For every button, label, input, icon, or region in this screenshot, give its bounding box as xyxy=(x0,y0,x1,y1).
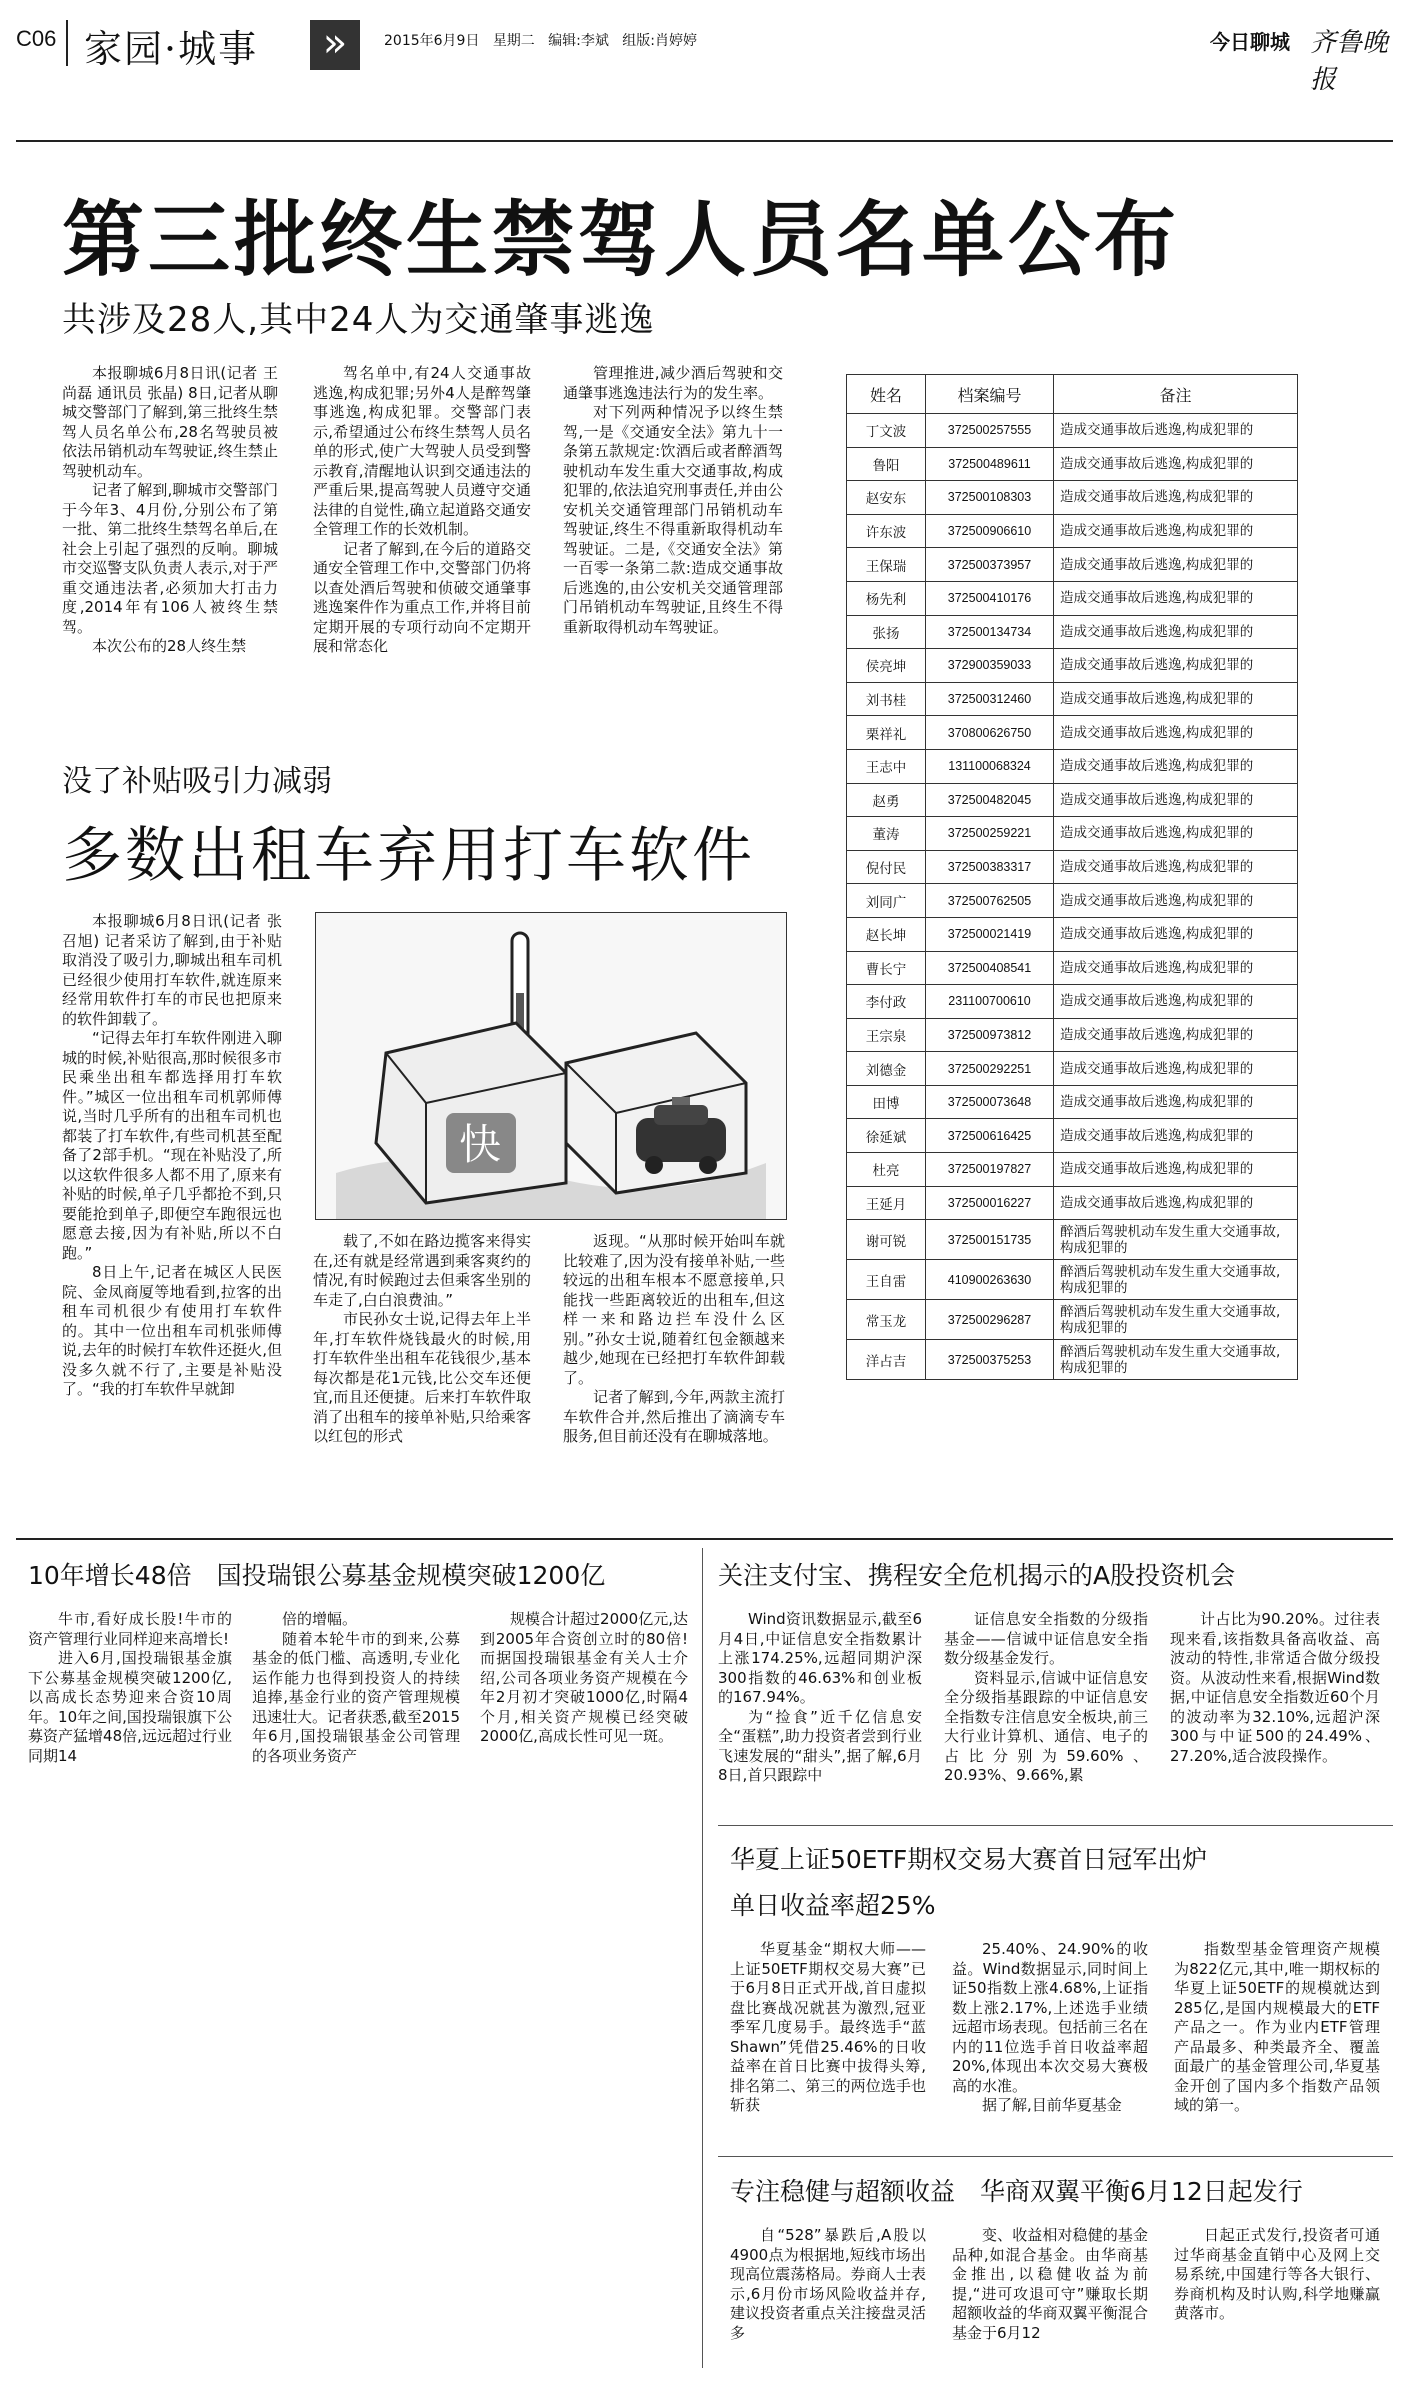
remark-cell: 造成交通事故后逃逸,构成犯罪的 xyxy=(1054,817,1298,851)
banned-drivers-table xyxy=(846,374,1298,1380)
editor: 编辑:李斌 xyxy=(548,33,609,49)
story6-headline: 专注稳健与超额收益 华商双翼平衡6月12日起发行 xyxy=(730,2177,1303,2206)
remark-cell: 造成交通事故后逃逸,构成犯罪的 xyxy=(1054,581,1298,615)
story5-column-2 xyxy=(952,1940,1148,2116)
story3-headline: 10年增长48倍 国投瑞银公募基金规模突破1200亿 xyxy=(28,1561,606,1590)
remark-cell: 造成交通事故后逃逸,构成犯罪的 xyxy=(1054,917,1298,951)
story2-kicker: 没了补贴吸引力减弱 xyxy=(62,764,332,799)
story6-column-2 xyxy=(952,2226,1148,2343)
paragraph: 本次公布的28人终生禁 xyxy=(92,637,247,655)
file-number-cell: 372500906610 xyxy=(926,514,1054,548)
paragraph: 据了解,目前华夏基金 xyxy=(982,2096,1122,2114)
paragraph: 25.40%、24.90%的收益。Wind数据显示,同时间上证50指数上涨4.68%,上证指数上涨2.17%,上述选手业绩远超市场表现。包括前三名在内的11位选手首日收益率超20%,体现出本次交易大赛极高的水准。 xyxy=(952,1940,1148,2095)
remark-cell: 造成交通事故后逃逸,构成犯罪的 xyxy=(1054,481,1298,515)
table-row xyxy=(847,481,1298,515)
table-row xyxy=(847,1153,1298,1187)
story1-column-2 xyxy=(313,364,531,657)
driver-name-cell: 谢可锐 xyxy=(847,1220,926,1260)
story5-headline-line2: 单日收益率超25% xyxy=(730,1891,936,1920)
remark-cell: 醉酒后驾驶机动车发生重大交通事故,构成犯罪的 xyxy=(1054,1220,1298,1260)
driver-name-cell: 董涛 xyxy=(847,817,926,851)
file-number-cell: 372500489611 xyxy=(926,447,1054,481)
column-header: 姓名 xyxy=(847,375,926,414)
issue-date: 2015年6月9日 xyxy=(384,33,480,49)
file-number-cell: 231100700610 xyxy=(926,985,1054,1019)
paragraph: 管理推进,减少酒后驾驶和交通肇事逃逸违法行为的发生率。 xyxy=(563,364,783,402)
file-number-cell: 372500296287 xyxy=(926,1300,1054,1340)
section-rule-right-2 xyxy=(718,2156,1393,2157)
driver-name-cell: 赵勇 xyxy=(847,783,926,817)
table-row xyxy=(847,514,1298,548)
paragraph: 记者了解到,聊城市交警部门于今年3、4月份,分别公布了第一批、第二批终生禁驾名单后,在社会上引起了强烈的反响。聊城市交巡警支队负责人表示,对于严重交通违法者,必须加大打击力度,2014年有106人被终生禁驾。 xyxy=(62,481,278,636)
paragraph: 华夏基金“期权大师——上证50ETF期权交易大赛”已于6月8日正式开战,首日虚拟盘比赛战况就甚为激烈,冠亚季军几度易手。最终选手“蓝Shawn”凭借25.46%的日收益率在首日比赛中拔得头筹,排名第二、第三的两位选手也斩获 xyxy=(730,1940,926,2114)
table-row xyxy=(847,615,1298,649)
paragraph: 自“528”暴跌后,A股以4900点为根据地,短线市场出现高位震荡格局。券商人士表示,6月份市场风险收益并存,建议投资者重点关注接盘灵活多 xyxy=(730,2226,926,2342)
paragraph: 随着本轮牛市的到来,公募基金的低门槛、高透明,专业化运作能力也得到投资人的持续追捧,基金行业的资产管理规模迅速壮大。记者获悉,截至2015年6月,国投瑞银基金公司管理的各项业务资产 xyxy=(252,1629,460,1765)
paragraph: 记者了解到,今年,两款主流打车软件合并,然后推出了滴滴专车服务,但目前还没有在聊城落地。 xyxy=(563,1388,785,1445)
paragraph: Wind资讯数据显示,截至6月4日,中证信息安全指数累计上涨174.25%,远超同期沪深300指数的46.63%和创业板的167.94%。 xyxy=(718,1610,922,1706)
table-row xyxy=(847,985,1298,1019)
remark-cell: 造成交通事故后逃逸,构成犯罪的 xyxy=(1054,1153,1298,1187)
headline-banned-drivers: 第三批终生禁驾人员名单公布 xyxy=(62,193,1181,288)
melting-ice-cube-taxi-illustration xyxy=(316,913,786,1219)
paragraph: 计占比为90.20%。过往表现来看,该指数具备高收益、高波动的特性,非常适合做分级投资。从波动性来看,根据Wind数据,中证信息安全指数近60个月的波动率为32.10%,远超沪深300与中证500的24.49%、27.20%,适合波段操作。 xyxy=(1170,1610,1380,1765)
remark-cell: 造成交通事故后逃逸,构成犯罪的 xyxy=(1054,649,1298,683)
paragraph: 指数型基金管理资产规模为822亿元,其中,唯一期权标的华夏上证50ETF的规模就达到285亿,是国内规模最大的ETF产品之一。作为业内ETF管理产品最多、种类最齐全、覆盖面最广的基金管理公司,华夏基金开创了国内多个指数产品领域的第一。 xyxy=(1174,1940,1380,2114)
paragraph: 规模合计超过2000亿元,达到2005年合资创立时的80倍!而据国投瑞银基金有关人士介绍,公司各项业务资产规模在今年2月初才突破1000亿,时隔4个月,相关资产规模已经突破2000亿,高成长性可见一斑。 xyxy=(480,1610,688,1745)
story3-column-3 xyxy=(480,1610,688,1747)
masthead-rule xyxy=(16,140,1393,142)
file-number-cell: 372500410176 xyxy=(926,581,1054,615)
table-header-row xyxy=(847,375,1298,414)
remark-cell: 造成交通事故后逃逸,构成犯罪的 xyxy=(1054,985,1298,1019)
file-number-cell: 372500408541 xyxy=(926,951,1054,985)
paragraph: 对下列两种情况予以终生禁驾,一是《交通安全法》第九十一条第五款规定:饮酒后或者醉酒驾驶机动车发生重大交通事故,构成犯罪的,依法追究刑事责任,并由公安机关交通管理部门吊销机动车驾驶证,终生不得重新取得机动车驾驶证。二是,《交通安全法》第一百零一条第二款:造成交通事故后逃逸的,由公安机关交通管理部门吊销机动车驾驶证,且终生不得重新取得机动车驾驶证。 xyxy=(563,403,783,636)
paragraph: 倍的增幅。 xyxy=(282,1610,358,1628)
table-row xyxy=(847,414,1298,448)
file-number-cell: 372500973812 xyxy=(926,1018,1054,1052)
remark-cell: 造成交通事故后逃逸,构成犯罪的 xyxy=(1054,548,1298,582)
driver-name-cell: 李付政 xyxy=(847,985,926,1019)
table-row xyxy=(847,1052,1298,1086)
paragraph: 驾名单中,有24人交通事故逃逸,构成犯罪;另外4人是醉驾肇事逃逸,构成犯罪。交警部门表示,希望通过公布终生禁驾人员名单的形式,使广大驾驶人员受到警示教育,清醒地认识到交通违法的严重后果,提高驾驶人员遵守交通法律的自觉性,确立起道路交通安全管理工作的长效机制。 xyxy=(313,364,531,538)
file-number-cell: 370800626750 xyxy=(926,716,1054,750)
table-row xyxy=(847,682,1298,716)
remark-cell: 造成交通事故后逃逸,构成犯罪的 xyxy=(1054,1119,1298,1153)
section-chevrons xyxy=(310,20,360,70)
driver-name-cell: 王保瑞 xyxy=(847,548,926,582)
story2-column-3 xyxy=(563,1232,785,1447)
file-number-cell: 372500257555 xyxy=(926,414,1054,448)
story1-column-3 xyxy=(563,364,783,637)
driver-name-cell: 徐延斌 xyxy=(847,1119,926,1153)
file-number-cell: 372500312460 xyxy=(926,682,1054,716)
story4-column-1 xyxy=(718,1610,922,1786)
divider xyxy=(66,20,68,66)
section-rule-right xyxy=(718,1825,1393,1826)
table-row xyxy=(847,548,1298,582)
remark-cell: 造成交通事故后逃逸,构成犯罪的 xyxy=(1054,414,1298,448)
driver-name-cell: 杜亮 xyxy=(847,1153,926,1187)
driver-name-cell: 丁文波 xyxy=(847,414,926,448)
taxi-app-illustration xyxy=(315,912,787,1220)
paragraph: 8日上午,记者在城区人民医院、金凤商厦等地看到,拉客的出租车司机很少有使用打车软件的。其中一位出租车司机张师傅说,去年的时候打车软件还挺火,但没多久就不行了,主要是补贴没了。“我的打车软件早就卸 xyxy=(62,1263,282,1398)
app-badge-text: 快 xyxy=(459,1120,502,1169)
table-row xyxy=(847,1119,1298,1153)
file-number-cell: 372500762505 xyxy=(926,884,1054,918)
paragraph: 返现。“从那时候开始叫车就比较难了,因为没有接单补贴,一些较远的出租车根本不愿意接单,只能找一些距离较近的出租车,但这样一来和路边拦车没什么区别。”孙女士说,随着红包金额越来越少,她现在已经把打车软件卸载了。 xyxy=(563,1232,785,1387)
driver-name-cell: 赵安东 xyxy=(847,481,926,515)
story4-column-2 xyxy=(944,1610,1148,1786)
remark-cell: 造成交通事故后逃逸,构成犯罪的 xyxy=(1054,716,1298,750)
column-header: 档案编号 xyxy=(926,375,1054,414)
remark-cell: 造成交通事故后逃逸,构成犯罪的 xyxy=(1054,615,1298,649)
driver-name-cell: 鲁阳 xyxy=(847,447,926,481)
driver-name-cell: 洋占吉 xyxy=(847,1340,926,1380)
table-row xyxy=(847,1300,1298,1340)
remark-cell: 醉酒后驾驶机动车发生重大交通事故,构成犯罪的 xyxy=(1054,1340,1298,1380)
table-row xyxy=(847,1018,1298,1052)
paragraph: 进入6月,国投瑞银基金旗下公募基金规模突破1200亿,以高成长态势迎来合资10周年。10年之间,国投瑞银旗下公募资产猛增48倍,远远超过行业同期14 xyxy=(28,1649,232,1765)
file-number-cell: 372500021419 xyxy=(926,917,1054,951)
driver-name-cell: 许东波 xyxy=(847,514,926,548)
driver-name-cell: 张扬 xyxy=(847,615,926,649)
chevron-right-icon: » xyxy=(322,20,348,66)
paragraph: 变、收益相对稳健的基金品种,如混合基金。由华商基金推出,以稳健收益为前提,“进可攻退可守”赚取长期超额收益的华商双翼平衡混合基金于6月12 xyxy=(952,2226,1148,2342)
paragraph: 记者了解到,在今后的道路交通安全管理工作中,交警部门仍将以查处酒后驾驶和侦破交通肇事逃逸案件作为重点工作,并将目前定期开展的专项行动向不定期开展和常态化 xyxy=(313,539,531,655)
driver-name-cell: 常玉龙 xyxy=(847,1300,926,1340)
file-number-cell: 372500292251 xyxy=(926,1052,1054,1086)
section-rule xyxy=(16,1538,1393,1540)
file-number-cell: 372500134734 xyxy=(926,615,1054,649)
table-row xyxy=(847,716,1298,750)
section-title: 家园·城事 xyxy=(84,27,259,71)
file-number-cell: 372500016227 xyxy=(926,1186,1054,1220)
paragraph: 本报聊城6月8日讯(记者 张召旭) 记者采访了解到,由于补贴取消没了吸引力,聊城出租车司机已经很少使用打车软件,就连原来经常用软件打车的市民也把原来的软件卸载了。 xyxy=(62,912,282,1028)
masthead-meta xyxy=(384,30,697,50)
file-number-cell: 372500073648 xyxy=(926,1085,1054,1119)
remark-cell: 造成交通事故后逃逸,构成犯罪的 xyxy=(1054,749,1298,783)
column-rule xyxy=(702,1548,703,2368)
driver-name-cell: 栗祥礼 xyxy=(847,716,926,750)
file-number-cell: 372500108303 xyxy=(926,481,1054,515)
driver-name-cell: 倪付民 xyxy=(847,850,926,884)
paragraph: 本报聊城6月8日讯(记者 王尚磊 通讯员 张晶) 8日,记者从聊城交警部门了解到,第三批终生禁驾人员名单公布,28名驾驶员被依法吊销机动车驾驶证,终生禁止驾驶机动车。 xyxy=(62,364,278,480)
issue-weekday: 星期二 xyxy=(492,33,535,49)
file-number-cell: 372500616425 xyxy=(926,1119,1054,1153)
story2-column-2 xyxy=(313,1232,531,1447)
table-row xyxy=(847,917,1298,951)
remark-cell: 造成交通事故后逃逸,构成犯罪的 xyxy=(1054,884,1298,918)
paragraph: 牛市,看好成长股!牛市的资产管理行业同样迎来高增长! xyxy=(28,1610,232,1648)
table-row xyxy=(847,649,1298,683)
remark-cell: 造成交通事故后逃逸,构成犯罪的 xyxy=(1054,514,1298,548)
file-number-cell: 372500482045 xyxy=(926,783,1054,817)
story3-column-2 xyxy=(252,1610,460,1766)
driver-name-cell: 王志中 xyxy=(847,749,926,783)
paragraph: 资料显示,信诚中证信息安全分级指基跟踪的中证信息安全指数专注信息安全板块,前三大行业计算机、通信、电子的占比分别为59.60%、20.93%、9.66%,累 xyxy=(944,1668,1148,1784)
table-row xyxy=(847,850,1298,884)
remark-cell: 醉酒后驾驶机动车发生重大交通事故,构成犯罪的 xyxy=(1054,1300,1298,1340)
edition-name: 今日聊城 xyxy=(1210,30,1290,54)
paragraph: 为“捡食”近千亿信息安全“蛋糕”,助力投资者尝到行业飞速发展的“甜头”,据了解,6月8日,首只跟踪中 xyxy=(718,1707,922,1784)
remark-cell: 造成交通事故后逃逸,构成犯罪的 xyxy=(1054,951,1298,985)
file-number-cell: 372500383317 xyxy=(926,850,1054,884)
table-row xyxy=(847,447,1298,481)
story2-headline: 多数出租车弃用打车软件 xyxy=(62,821,755,891)
story1-column-1 xyxy=(62,364,278,657)
table-row xyxy=(847,1260,1298,1300)
table-row xyxy=(847,1085,1298,1119)
table-row xyxy=(847,783,1298,817)
file-number-cell: 372500197827 xyxy=(926,1153,1054,1187)
driver-name-cell: 田博 xyxy=(847,1085,926,1119)
file-number-cell: 372500151735 xyxy=(926,1220,1054,1260)
remark-cell: 造成交通事故后逃逸,构成犯罪的 xyxy=(1054,783,1298,817)
table-row xyxy=(847,581,1298,615)
driver-name-cell: 王自雷 xyxy=(847,1260,926,1300)
paragraph: 载了,不如在路边揽客来得实在,还有就是经常遇到乘客爽约的情况,有时候跑过去但乘客坐别的车走了,白白浪费油。” xyxy=(313,1232,531,1309)
driver-name-cell: 刘德金 xyxy=(847,1052,926,1086)
remark-cell: 造成交通事故后逃逸,构成犯罪的 xyxy=(1054,682,1298,716)
driver-name-cell: 侯亮坤 xyxy=(847,649,926,683)
driver-name-cell: 刘书桂 xyxy=(847,682,926,716)
remark-cell: 造成交通事故后逃逸,构成犯罪的 xyxy=(1054,1085,1298,1119)
table-row xyxy=(847,1186,1298,1220)
story4-headline: 关注支付宝、携程安全危机揭示的A股投资机会 xyxy=(718,1561,1236,1590)
table-row xyxy=(847,1220,1298,1260)
story4-column-3 xyxy=(1170,1610,1380,1766)
story3-column-1 xyxy=(28,1610,232,1766)
remark-cell: 造成交通事故后逃逸,构成犯罪的 xyxy=(1054,1052,1298,1086)
story5-column-1 xyxy=(730,1940,926,2116)
driver-name-cell: 曹长宁 xyxy=(847,951,926,985)
story5-column-3 xyxy=(1174,1940,1380,2116)
remark-cell: 造成交通事故后逃逸,构成犯罪的 xyxy=(1054,850,1298,884)
paragraph: 日起正式发行,投资者可通过华商基金直销中心及网上交易系统,中国建行等各大银行、券商机构及时认购,科学地赚赢黄落市。 xyxy=(1174,2226,1380,2322)
file-number-cell: 372500375253 xyxy=(926,1340,1054,1380)
remark-cell: 醉酒后驾驶机动车发生重大交通事故,构成犯罪的 xyxy=(1054,1260,1298,1300)
driver-name-cell: 赵长坤 xyxy=(847,917,926,951)
remark-cell: 造成交通事故后逃逸,构成犯罪的 xyxy=(1054,447,1298,481)
story5-headline-line1: 华夏上证50ETF期权交易大赛首日冠军出炉 xyxy=(730,1845,1208,1874)
story6-column-3 xyxy=(1174,2226,1380,2324)
table-row xyxy=(847,1340,1298,1380)
paragraph: “记得去年打车软件刚进入聊城的时候,补贴很高,那时候很多市民乘坐出租车都选择用打车软件。”城区一位出租车司机郭师傅说,当时几乎所有的出租车司机也都装了打车软件,有些司机甚至配备了2部手机。“现在补贴没了,所以这软件很多人都不用了,原来有补贴的时候,单子几乎都抢不到,只要能抢到单子,即便空车跑很远也愿意去接,因为有补贴,所以不白跑。” xyxy=(62,1029,282,1262)
masthead xyxy=(0,0,1409,95)
table-row xyxy=(847,884,1298,918)
paragraph: 市民孙女士说,记得去年上半年,打车软件烧钱最火的时候,用打车软件坐出租车花钱很少,基本每次都是花1元钱,比公交车还便宜,而且还便捷。后来打车软件取消了出租车的接单补贴,只给乘客以红包的形式 xyxy=(313,1310,531,1445)
page-number: C06 xyxy=(16,26,57,51)
table-row xyxy=(847,749,1298,783)
driver-name-cell: 刘同广 xyxy=(847,884,926,918)
file-number-cell: 372900359033 xyxy=(926,649,1054,683)
file-number-cell: 372500259221 xyxy=(926,817,1054,851)
paragraph: 证信息安全指数的分级指基金——信诚中证信息安全指数分级基金发行。 xyxy=(944,1610,1148,1667)
driver-name-cell: 杨先利 xyxy=(847,581,926,615)
file-number-cell: 410900263630 xyxy=(926,1260,1054,1300)
remark-cell: 造成交通事故后逃逸,构成犯罪的 xyxy=(1054,1186,1298,1220)
paper-name: 齐鲁晚报 xyxy=(1310,28,1389,95)
table-row xyxy=(847,951,1298,985)
subhead-banned-drivers: 共涉及28人,其中24人为交通肇事逃逸 xyxy=(62,300,655,340)
driver-name-cell: 王宗泉 xyxy=(847,1018,926,1052)
driver-name-cell: 王延月 xyxy=(847,1186,926,1220)
layout-editor: 组版:肖婷婷 xyxy=(622,33,697,49)
remark-cell: 造成交通事故后逃逸,构成犯罪的 xyxy=(1054,1018,1298,1052)
column-header: 备注 xyxy=(1054,375,1298,414)
file-number-cell: 131100068324 xyxy=(926,749,1054,783)
table-row xyxy=(847,817,1298,851)
story6-column-1 xyxy=(730,2226,926,2343)
file-number-cell: 372500373957 xyxy=(926,548,1054,582)
story2-column-1 xyxy=(62,912,282,1400)
